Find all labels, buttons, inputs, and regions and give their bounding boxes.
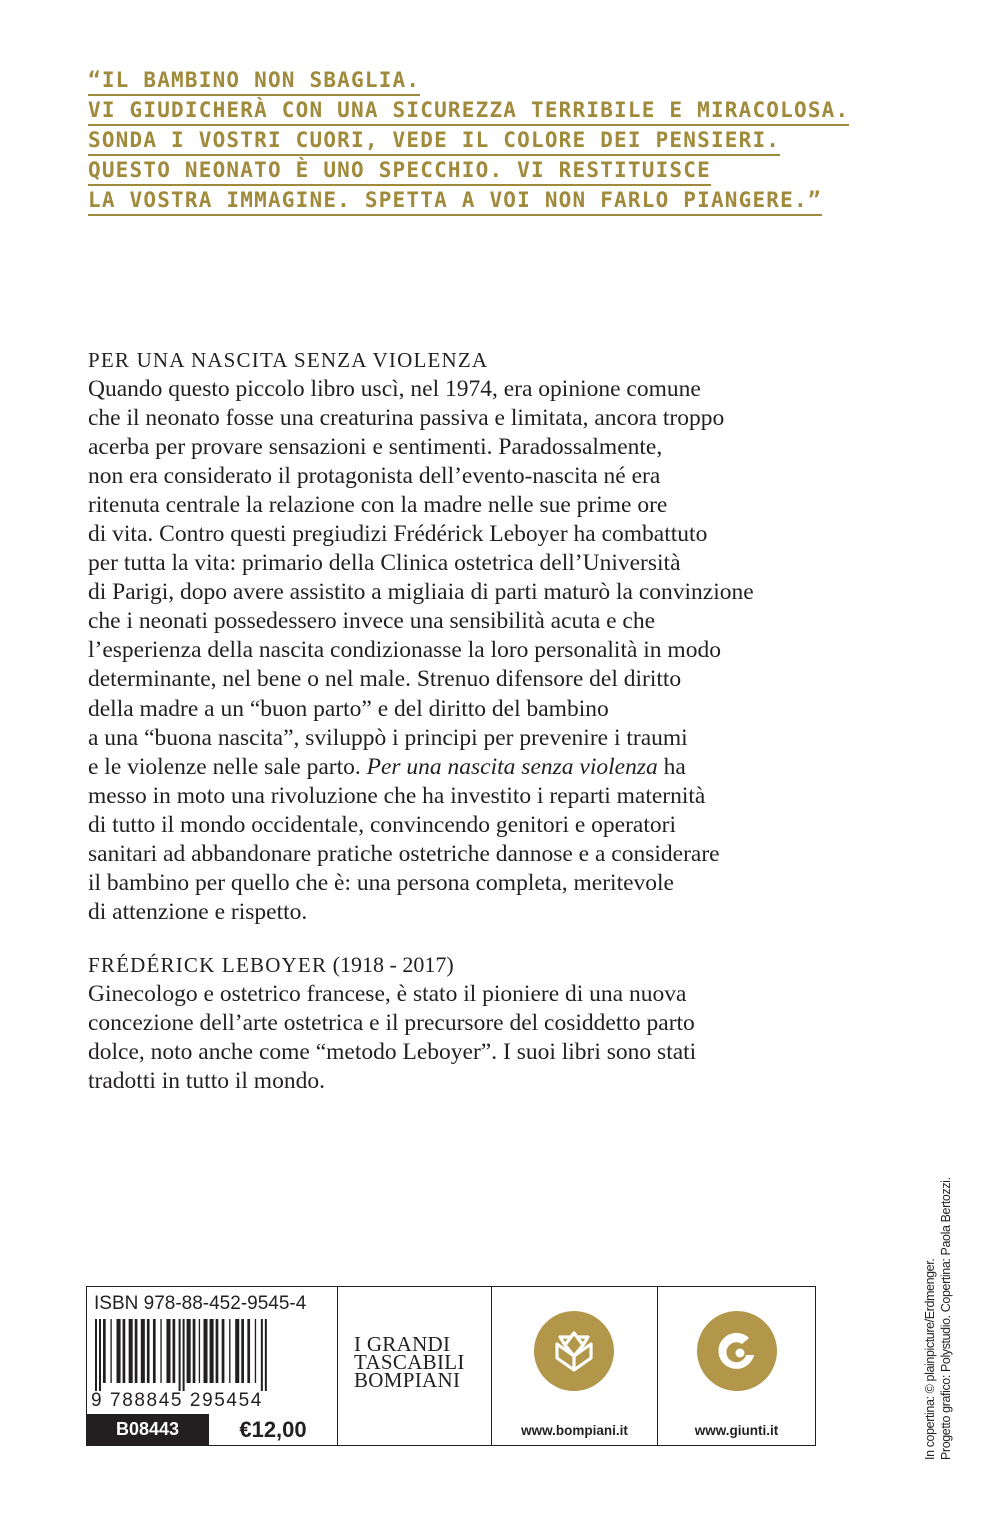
bio-line: tradotti in tutto il mondo. <box>88 1068 325 1095</box>
barcode-bar <box>153 1319 156 1383</box>
barcode-bar <box>135 1319 138 1383</box>
author-heading <box>88 950 848 980</box>
barcode-bar <box>265 1319 267 1391</box>
barcode-bar <box>255 1319 256 1383</box>
blurb-line: di vita. Contro questi pregiudizi Frédérick Leboyer ha combattuto <box>88 521 708 548</box>
blurb-line: determinante, nel bene o nel male. Strenuo difensore del diritto <box>88 666 682 693</box>
blurb-line: Quando questo piccolo libro uscì, nel 1974, era opinione comune <box>88 376 701 402</box>
bio-line: Ginecologo e ostetrico francese, è stato il pioniere di una nuova <box>88 980 687 1007</box>
barcode-bar <box>117 1319 121 1383</box>
blurb-line: per tutta la vita: primario della Clinica ostetrica dell’Università <box>88 550 681 577</box>
barcode-bar <box>129 1319 133 1383</box>
barcode-bar <box>141 1319 145 1383</box>
series-line: I GRANDI <box>354 1332 451 1356</box>
barcode-bar <box>187 1319 191 1383</box>
bompiani-logo-icon <box>534 1311 614 1391</box>
blurb-line: della madre a un “buon parto” e del diritto del bambino <box>88 695 609 722</box>
barcode-bar <box>123 1319 126 1383</box>
barcode-bar <box>99 1319 101 1391</box>
giunti-cell <box>657 1287 815 1445</box>
barcode-bar <box>110 1319 111 1383</box>
series-line: BOMPIANI <box>354 1368 461 1392</box>
bio-line: dolce, noto anche come “metodo Leboyer”. I suoi libri sono stati <box>88 1038 697 1065</box>
book-title-heading: PER UNA NASCITA SENZA VIOLENZA <box>88 348 489 372</box>
barcode-bar <box>222 1319 225 1383</box>
giunti-website-link[interactable]: www.giunti.it <box>694 1423 779 1438</box>
quote-line: “IL BAMBINO NON SBAGLIA. <box>88 66 420 96</box>
cover-quote <box>88 66 868 216</box>
barcode-bar <box>247 1319 250 1383</box>
giunti-logo-icon <box>697 1311 777 1391</box>
author-years: (1918 - 2017) <box>327 951 454 977</box>
quote-line: QUESTO NEONATO È UNO SPECCHIO. VI RESTITUISCE <box>88 156 711 186</box>
quote-line: LA VOSTRA IMMAGINE. SPETTA A VOI NON FARLO PIANGERE.” <box>88 186 822 216</box>
blurb-line: che i neonati possedessero invece una sensibilità acuta e che <box>88 608 656 635</box>
blurb-line: non era considerato il protagonista dell’evento-nascita né era <box>88 463 661 490</box>
blurb-line: di tutto il mondo occidentale, convincendo genitori e operatori <box>88 811 676 838</box>
blurb-line: messo in moto una rivoluzione che ha investito i reparti maternità <box>88 782 706 809</box>
blurb-line: l’esperienza della nascita condizionasse la loro personalità in modo <box>88 637 721 664</box>
blurb-line: a una “buona nascita”, sviluppò i principi per prevenire i traumi <box>88 724 688 751</box>
barcode-bar <box>193 1319 196 1383</box>
author-name: FRÉDÉRICK LEBOYER <box>88 952 328 977</box>
barcode-bar <box>203 1319 207 1383</box>
quote-line: VI GIUDICHERÀ CON UNA SICUREZZA TERRIBILE E MIRACOLOSA. <box>88 96 849 126</box>
bio-line: concezione dell’arte ostetrica e il precursore del cosiddetto parto <box>88 1009 695 1036</box>
price-label: €12,00 <box>208 1414 337 1445</box>
barcode-bar <box>241 1319 244 1383</box>
blurb-line: acerba per provare sensazioni e sentimenti. Paradossalmente, <box>88 434 663 461</box>
credit-line: Progetto grafico: Polystudio. Copertina: Paola Bertozzi. <box>939 1177 953 1460</box>
barcode-bar <box>216 1319 219 1383</box>
series-line: TASCABILI <box>354 1350 465 1374</box>
barcode-icon <box>93 1319 325 1391</box>
barcode-bar <box>235 1319 239 1383</box>
book-title-italic: Per una nascita senza violenza <box>366 753 658 780</box>
barcode-bar <box>261 1319 263 1391</box>
credit-line: In copertina: © plainpicture/Erdmenger. <box>923 1258 937 1460</box>
back-cover-text <box>88 345 848 1096</box>
blurb-text: e le violenze nelle sale parto. <box>88 753 367 780</box>
barcode-bar <box>173 1319 176 1383</box>
blurb-line: il bambino per quello che è: una persona completa, meritevole <box>88 869 674 896</box>
blurb-line: di Parigi, dopo avere assistito a migliaia di parti maturò la convinzione <box>88 579 754 606</box>
quote-line: SONDA I VOSTRI CUORI, VEDE IL COLORE DEI PENSIERI. <box>88 126 780 156</box>
blurb-line: ritenuta centrale la relazione con la madre nelle sue prime ore <box>88 492 668 519</box>
barcode-bar <box>95 1319 97 1391</box>
barcode-bar <box>210 1319 214 1383</box>
blurb-line: che il neonato fosse una creaturina passiva e limitata, ancora troppo <box>88 405 725 432</box>
barcode-bar <box>166 1319 170 1383</box>
barcode-bar <box>183 1319 185 1391</box>
barcode-cell <box>87 1287 337 1445</box>
bompiani-website-link[interactable]: www.bompiani.it <box>521 1423 628 1438</box>
barcode-digits: 9 788845 295454 <box>91 1390 263 1411</box>
product-code: B08443 <box>87 1414 208 1445</box>
cover-credits <box>922 1177 954 1460</box>
isbn-label: ISBN 978-88-452-9545-4 <box>94 1293 307 1314</box>
barcode-bar <box>199 1319 200 1383</box>
blurb-paragraph <box>88 375 848 927</box>
blurb-text: ha <box>657 753 686 780</box>
bompiani-cell <box>491 1287 657 1445</box>
blurb-line: di attenzione e rispetto. <box>88 898 308 925</box>
barcode-bar <box>103 1319 106 1383</box>
blurb-line: sanitari ad abbandonare pratiche ostetriche dannose e a considerare <box>88 840 720 867</box>
series-name <box>354 1332 465 1392</box>
barcode-bar <box>229 1319 230 1383</box>
barcode-bar <box>160 1319 161 1383</box>
author-bio <box>88 980 848 1096</box>
blurb-line <box>88 753 848 782</box>
barcode-bar <box>147 1319 150 1383</box>
barcode-bar <box>179 1319 181 1391</box>
publisher-info-box <box>86 1286 816 1446</box>
series-cell <box>337 1287 491 1445</box>
